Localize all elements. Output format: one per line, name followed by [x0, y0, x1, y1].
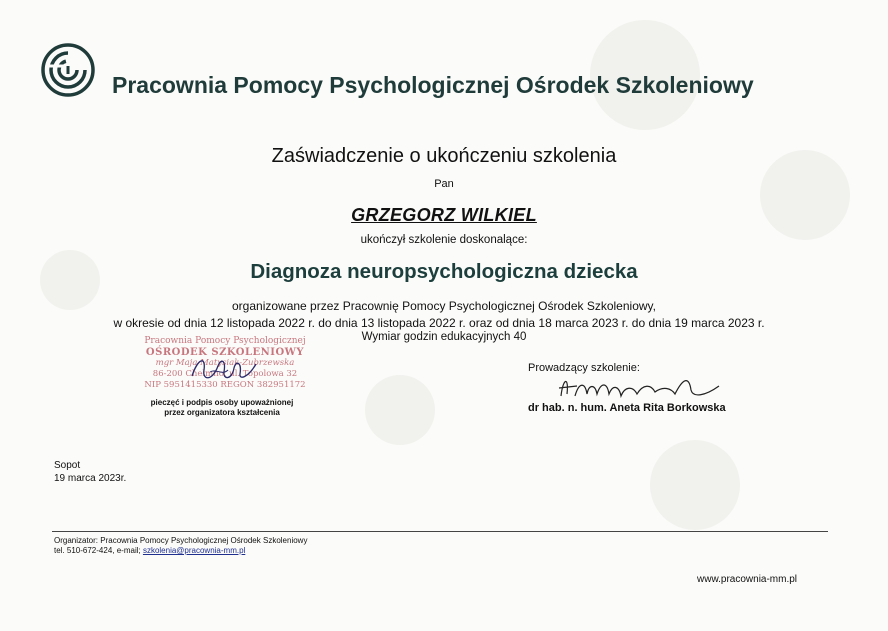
instructor-signature — [555, 368, 725, 406]
org-header-title: Pracownia Pomocy Psychologicznej Ośrodek Szkoleniowy — [112, 72, 754, 98]
footer-block — [54, 536, 307, 556]
instructor-name: dr hab. n. hum. Aneta Rita Borkowska — [528, 402, 726, 414]
issue-date: 19 marca 2023r. — [54, 473, 127, 484]
footer-contact-text: tel. 510-672-424, e-mail; — [54, 546, 143, 555]
training-period: w okresie od dnia 12 listopada 2022 r. do dnia 13 listopada 2022 r. oraz od dnia 18 marca 2023 r. do dnia 19 marca 2023 r. — [113, 316, 765, 330]
website-url[interactable]: www.pracownia-mm.pl — [697, 574, 798, 585]
stamp-caption: pieczęć i podpis osoby upoważnionej przez organizatora kształcenia — [150, 398, 294, 417]
certificate-title: Zaświadczenie o ukończeniu szkolenia — [271, 145, 617, 167]
watermark-circle — [365, 375, 435, 445]
stamp-line: mgr Maja Matysiak-Zubrzewska — [155, 358, 295, 368]
stamp-signature — [188, 350, 260, 388]
completed-text: ukończył szkolenie doskonalące: — [360, 234, 528, 246]
footer-contact — [54, 546, 307, 556]
spiral-logo-icon — [40, 42, 96, 98]
footer-email-link[interactable]: szkolenia@pracownia-mm.pl — [142, 546, 246, 555]
course-title: Diagnoza neuropsychologiczna dziecka — [250, 260, 638, 283]
stamp-line: NIP 5951415330 REGON 382951172 — [144, 380, 306, 390]
instructor-label: Prowadzący szkolenie: — [528, 362, 640, 374]
salutation: Pan — [434, 178, 454, 190]
stamp-line: OŚRODEK SZKOLENIOWY — [145, 347, 305, 358]
stamp-line: 86-200 Chełmno, ul. Topolowa 32 — [152, 369, 298, 379]
training-hours: Wymiar godzin edukacyjnych 40 — [361, 331, 527, 343]
stamp-line: Pracownia Pomocy Psychologicznej — [144, 336, 306, 346]
recipient-name: GRZEGORZ WILKIEL — [351, 205, 537, 225]
place-date-block — [54, 459, 126, 485]
footer-divider — [52, 531, 828, 532]
organized-by-text: organizowane przez Pracownię Pomocy Psychologicznej Ośrodek Szkoleniowy, — [232, 299, 656, 313]
watermark-circle — [650, 440, 740, 530]
issue-place: Sopot — [54, 460, 81, 471]
footer-organizer: Organizator: Pracownia Pomocy Psychologicznej Ośrodek Szkoleniowy — [54, 536, 308, 545]
